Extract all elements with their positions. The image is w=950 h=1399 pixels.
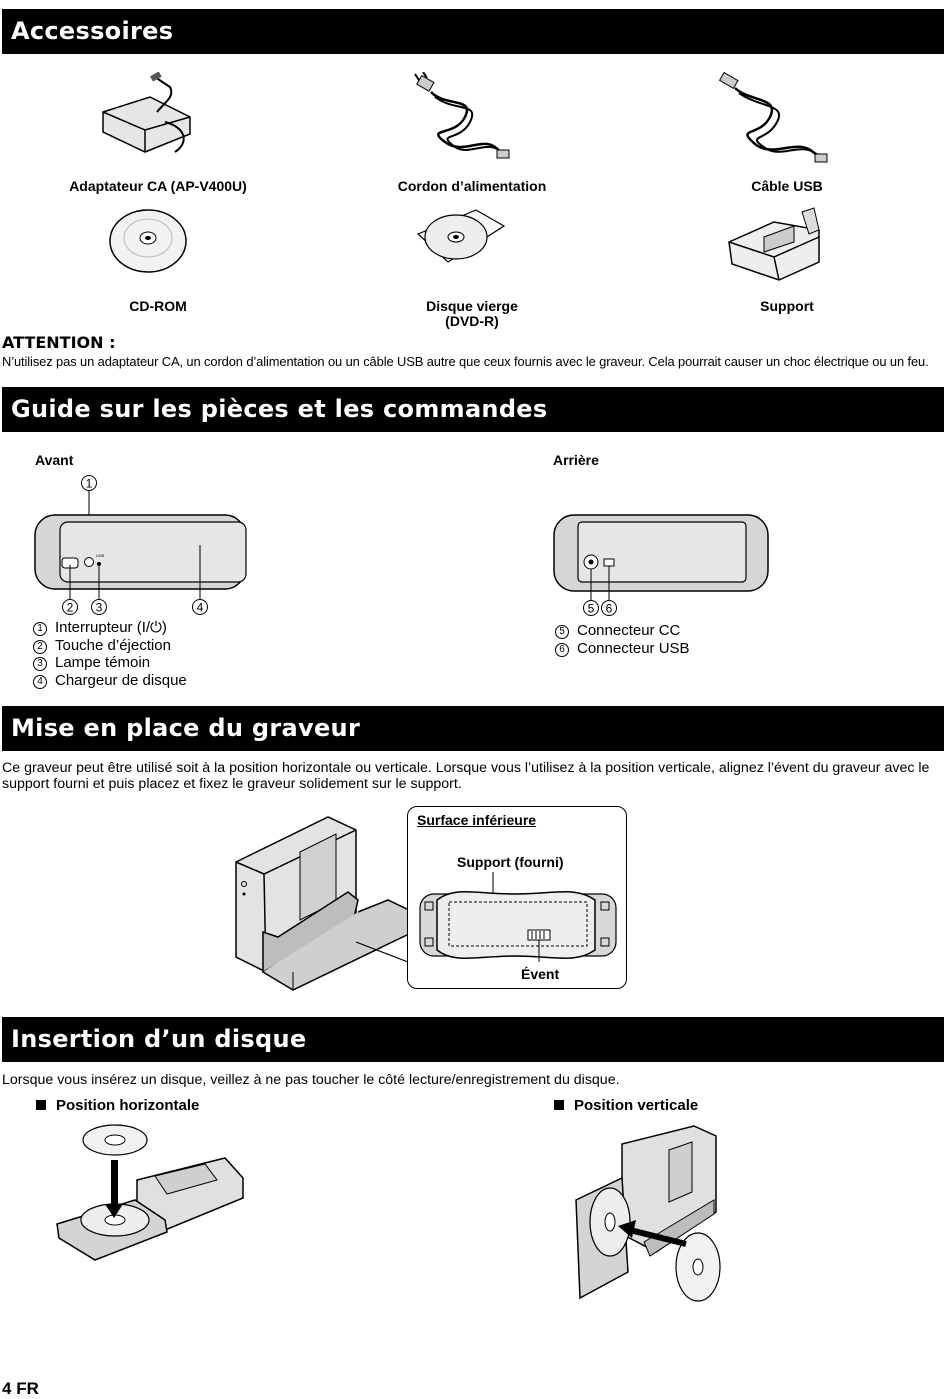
- usb-cable-label: Câble USB: [751, 178, 823, 194]
- stand-supplied-label: Support (fourni): [457, 854, 564, 870]
- blank-disc-label-1: Disque vierge: [426, 298, 518, 314]
- callout-4: [193, 600, 208, 615]
- front-legend: [33, 619, 187, 689]
- front-label: Avant: [35, 452, 74, 468]
- blank-disc-illustration: [414, 204, 506, 266]
- section-title-setup: Mise en place du graveur: [2, 706, 944, 751]
- setup-text: Ce graveur peut être utilisé soit à la position horizontale ou verticale. Lorsque vous l’utilisez à la position verticale, alignez l’évent du graveur avec le support fourni et puis placez et fixez le graveur solidement sur le support.: [2, 760, 930, 792]
- rear-legend: [555, 622, 690, 657]
- svg-text:1: 1: [85, 476, 93, 491]
- callout-6: [602, 601, 617, 616]
- power-cord-illustration: [405, 72, 515, 162]
- attention-text: N’utilisez pas un adaptateur CA, un cordon d’alimentation ou un câble USB autre que ceux fournis avec le graveur. Cela pourrait causer un choc électrique ou un feu.: [2, 354, 929, 369]
- page-number: 4: [2, 1379, 12, 1398]
- legend-item: 2 Touche d’éjection: [33, 637, 187, 655]
- legend-item: 3 Lampe témoin: [33, 654, 187, 672]
- vertical-heading: Position verticale: [554, 1097, 698, 1114]
- language-code: FR: [16, 1379, 39, 1398]
- bottom-surface-illustration: [415, 872, 620, 962]
- vent-label: Évent: [521, 966, 560, 982]
- legend-item: 4 Chargeur de disque: [33, 672, 187, 690]
- svg-text:4: 4: [196, 600, 204, 615]
- svg-text:2: 2: [66, 600, 74, 615]
- stand-illustration: [724, 202, 822, 282]
- svg-text:3: 3: [95, 600, 103, 615]
- ac-adapter-label: Adaptateur CA (AP-V400U): [69, 178, 247, 194]
- power-cord-label: Cordon d’alimentation: [397, 178, 547, 194]
- bottom-surface-label: Surface inférieure: [417, 812, 537, 828]
- square-bullet-icon: [36, 1100, 46, 1110]
- square-bullet-icon: [554, 1100, 564, 1110]
- vertical-stand-illustration: [228, 812, 418, 997]
- legend-item: 6 Connecteur USB: [555, 640, 690, 658]
- ac-adapter-illustration: [95, 72, 205, 162]
- callout-5: [584, 601, 599, 616]
- usb-mark: USB: [96, 553, 105, 558]
- callout-3: [92, 600, 107, 615]
- blank-disc-label-2: (DVD-R): [445, 313, 499, 329]
- section-title-guide: Guide sur les pièces et les commandes: [2, 387, 944, 432]
- front-view-illustration: [32, 470, 252, 620]
- legend-item: 1 Interrupteur (I/⏻): [33, 619, 187, 637]
- callout-1: [82, 476, 97, 491]
- rear-label: Arrière: [553, 452, 599, 468]
- cdrom-label: CD-ROM: [129, 298, 187, 314]
- horizontal-insertion-illustration: [55, 1120, 245, 1265]
- rear-view-illustration: [550, 510, 775, 622]
- section-title-insertion: Insertion d’un disque: [2, 1017, 944, 1062]
- insertion-text: Lorsque vous insérez un disque, veillez à ne pas toucher le côté lecture/enregistrement du disque.: [2, 1072, 620, 1088]
- vertical-insertion-illustration: [574, 1122, 724, 1307]
- section-title-accessories: Accessoires: [2, 9, 944, 54]
- legend-item: 5 Connecteur CC: [555, 622, 690, 640]
- svg-text:5: 5: [587, 601, 595, 616]
- svg-text:6: 6: [605, 601, 613, 616]
- attention-title: ATTENTION :: [2, 333, 116, 352]
- horizontal-heading: Position horizontale: [36, 1097, 199, 1114]
- cdrom-illustration: [108, 208, 188, 274]
- callout-2: [63, 600, 78, 615]
- footer: [2, 1379, 39, 1399]
- stand-label: Support: [760, 298, 814, 314]
- usb-cable-illustration: [715, 72, 835, 167]
